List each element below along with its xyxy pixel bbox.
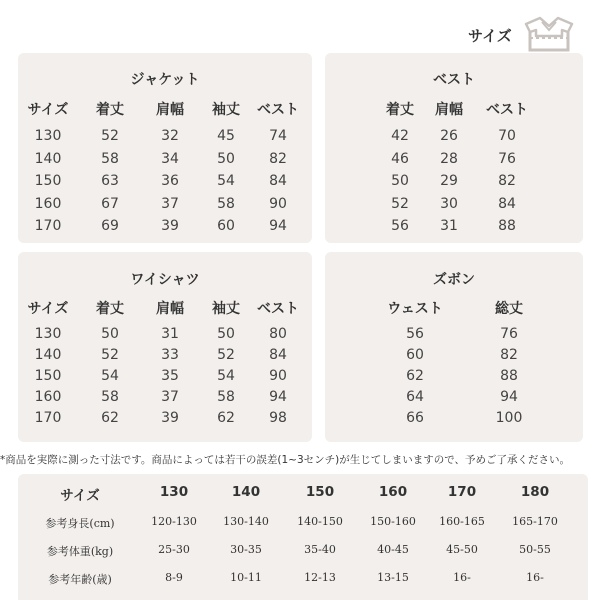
vest-table-cell: 88: [498, 218, 516, 234]
reference-column-header: 130: [159, 484, 189, 500]
size-heading: サイズ: [468, 27, 512, 45]
reference-table-cell: 50-55: [519, 543, 551, 556]
shirt-table-cell: 52: [101, 347, 119, 363]
shirt-table-cell: 31: [161, 326, 179, 342]
shirt-table-cell: 54: [101, 368, 119, 384]
jacket-table-cell: 36: [161, 173, 179, 189]
jacket-table-cell: 50: [217, 150, 235, 167]
shirt-table-cell: 94: [269, 389, 287, 405]
shirt-table-cell: 170: [34, 410, 62, 426]
shirt-table-cell: 50: [101, 326, 119, 342]
jacket-table-cell: 63: [101, 173, 119, 189]
vest-column-header: ベスト: [486, 102, 528, 118]
shirt-column-header: 着丈: [96, 301, 124, 317]
vest-column-header: 肩幅: [435, 102, 463, 118]
vest-table-cell: 50: [391, 173, 409, 189]
pants-column-header: 総丈: [495, 301, 523, 317]
reference-row-label: 参考体重(kg): [46, 545, 114, 558]
pants-table-cell: 64: [406, 389, 424, 405]
shirt-table-cell: 140: [34, 347, 62, 363]
shirt-table-cell: 58: [101, 389, 119, 405]
jacket-column-header: ベスト: [257, 102, 299, 118]
reference-table-cell: 13-15: [377, 571, 409, 584]
jacket-table-cell: 170: [34, 218, 62, 234]
jacket-table-cell: 82: [269, 150, 287, 167]
shirt-table-cell: 98: [269, 410, 287, 426]
reference-table-cell: 140-150: [297, 515, 343, 528]
shirt-table-cell: 160: [34, 389, 62, 405]
reference-table-cell: 16-: [453, 571, 471, 584]
reference-column-header: 180: [520, 484, 550, 500]
jacket-table-cell: 140: [34, 150, 62, 167]
shirt-table-cell: 130: [34, 326, 62, 342]
jacket-column-header: 袖丈: [212, 102, 240, 118]
reference-column-header: 170: [447, 484, 477, 500]
shirt-column-header: 肩幅: [156, 301, 184, 317]
reference-table-cell: 10-11: [230, 571, 262, 584]
vest-table-cell: 76: [498, 150, 516, 167]
pants-table-cell: 82: [500, 347, 518, 363]
pants-table-cell: 94: [500, 389, 518, 405]
jacket-panel: [18, 53, 312, 243]
reference-row-label: 参考年齢(歳): [48, 573, 112, 586]
shirt-table-cell: 150: [34, 368, 62, 384]
pants-table-cell: 76: [500, 326, 518, 342]
pants-panel: [325, 252, 583, 442]
shirt-column-header: 袖丈: [212, 301, 240, 317]
vest-table-cell: 46: [391, 150, 409, 167]
jacket-table-cell: 54: [217, 173, 235, 189]
pants-table-cell: 100: [495, 410, 523, 426]
vest-column-header: 着丈: [386, 102, 414, 118]
shirt-table-cell: 90: [269, 368, 287, 384]
pants-column-header: ウェスト: [387, 301, 443, 317]
vest-table-cell: 28: [440, 150, 458, 167]
shirt-table-cell: 35: [161, 368, 179, 384]
jacket-table-cell: 150: [34, 173, 62, 189]
vest-panel: [325, 53, 583, 243]
shirt-table-cell: 58: [217, 389, 235, 405]
jacket-column-header: 肩幅: [156, 102, 184, 118]
reference-table-cell: 40-45: [377, 543, 409, 556]
reference-column-header: 160: [378, 484, 408, 500]
vest-table-cell: 26: [440, 128, 458, 144]
jacket-table-cell: 39: [161, 218, 179, 234]
jacket-title: ジャケット: [130, 72, 200, 88]
reference-column-header: サイズ: [60, 488, 100, 504]
jacket-table-cell: 45: [217, 128, 235, 144]
jacket-table-cell: 74: [269, 128, 287, 144]
jacket-table-cell: 160: [34, 195, 62, 212]
jacket-table-cell: 90: [269, 195, 287, 212]
vest-title: ベスト: [433, 72, 475, 88]
jacket-table-cell: 34: [161, 150, 179, 167]
shirt-title: ワイシャツ: [130, 272, 200, 288]
shirt-table-cell: 52: [217, 347, 235, 363]
pants-table-cell: 60: [406, 347, 424, 363]
jacket-table-cell: 58: [217, 195, 235, 212]
shirt-table-cell: 62: [101, 410, 119, 426]
vest-table-cell: 42: [391, 128, 409, 144]
reference-table-cell: 165-170: [512, 515, 558, 528]
vest-table-cell: 31: [440, 218, 458, 234]
vest-table-cell: 70: [498, 128, 516, 144]
shirt-column-header: ベスト: [257, 301, 299, 317]
jacket-table-cell: 58: [101, 150, 119, 167]
reference-table-cell: 150-160: [370, 515, 416, 528]
vest-table-cell: 84: [498, 195, 516, 212]
shirt-table-cell: 37: [161, 389, 179, 405]
reference-table-cell: 160-165: [439, 515, 485, 528]
pants-table-cell: 56: [406, 326, 424, 342]
shirt-table-cell: 62: [217, 410, 235, 426]
pants-title: ズボン: [433, 272, 475, 288]
jacket-table-cell: 67: [101, 195, 119, 212]
reference-table-cell: 8-9: [165, 571, 183, 584]
shirt-table-cell: 54: [217, 368, 235, 384]
reference-column-header: 150: [305, 484, 335, 500]
shirt-table-cell: 80: [269, 326, 287, 342]
jacket-table-cell: 60: [217, 218, 235, 234]
jacket-table-cell: 94: [269, 218, 287, 234]
pants-table-cell: 66: [406, 410, 424, 426]
vest-table-cell: 56: [391, 218, 409, 234]
pants-table-cell: 62: [406, 368, 424, 384]
reference-table-cell: 12-13: [304, 571, 336, 584]
shirt-table-cell: 39: [161, 410, 179, 426]
jacket-table-cell: 84: [269, 173, 287, 189]
jacket-table-cell: 69: [101, 218, 119, 234]
measurement-note: *商品を実際に測った寸法です。商品によっては若干の誤差(1~3センチ)が生じてしまいますので、予めご了承ください。: [0, 454, 571, 466]
reference-table-cell: 30-35: [230, 543, 262, 556]
pants-table-cell: 88: [500, 368, 518, 384]
jacket-column-header: 着丈: [96, 102, 124, 118]
shirt-column-header: サイズ: [27, 301, 69, 317]
jacket-table-cell: 52: [101, 128, 119, 144]
jacket-column-header: サイズ: [27, 102, 69, 118]
shirt-panel: [18, 252, 312, 442]
jacket-table-cell: 37: [161, 195, 179, 212]
shirt-table-cell: 84: [269, 347, 287, 363]
shirt-table-cell: 33: [161, 347, 179, 363]
reference-table-cell: 35-40: [304, 543, 336, 556]
jacket-table-cell: 130: [34, 128, 62, 144]
vest-table-cell: 82: [498, 173, 516, 189]
reference-panel: [18, 474, 588, 600]
vest-table-cell: 30: [440, 195, 458, 212]
reference-column-header: 140: [231, 484, 261, 500]
reference-table-cell: 45-50: [446, 543, 478, 556]
reference-table-cell: 130-140: [223, 515, 269, 528]
reference-table-cell: 16-: [526, 571, 544, 584]
vest-table-cell: 52: [391, 195, 409, 212]
reference-table-cell: 120-130: [151, 515, 197, 528]
shirt-table-cell: 50: [217, 326, 235, 342]
vest-table-cell: 29: [440, 173, 458, 189]
reference-table-cell: 25-30: [158, 543, 190, 556]
jacket-table-cell: 32: [161, 128, 179, 144]
reference-row-label: 参考身長(cm): [45, 517, 115, 530]
